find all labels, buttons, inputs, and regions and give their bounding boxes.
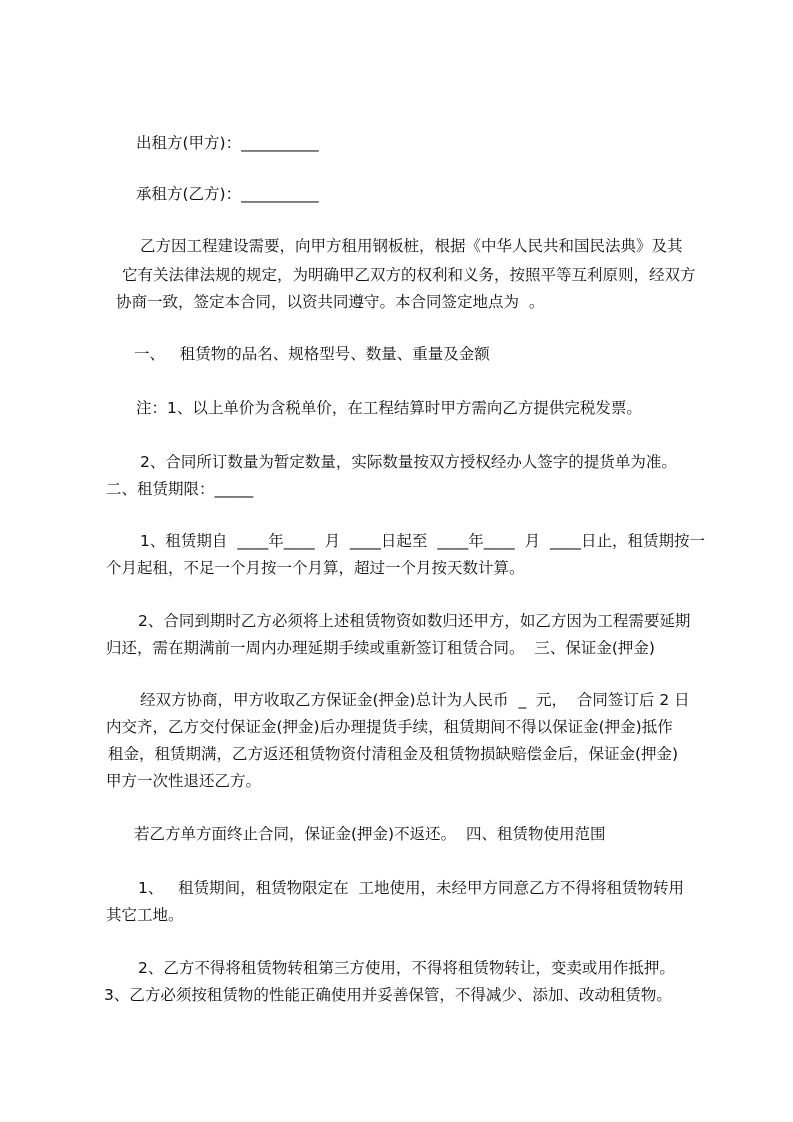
- term-line-2: 个月起租，不足一个月按一个月算，超过一个月按天数计算。: [106, 559, 525, 577]
- deposit-line-3: 租金，租赁期满，乙方返还租赁物资付清租金及租赁物损缺赔偿金后，保证金(押金): [108, 745, 679, 763]
- deposit-line-1: 经双方协商，甲方收取乙方保证金(押金)总计为人民币 _ 元， 合同签订后 2 日: [140, 691, 690, 709]
- intro-line-3: 协商一致，签定本合同，以资共同遵守。本合同签定地点为 。: [116, 293, 545, 311]
- note-2: 2、合同所订数量为暂定数量，实际数量按双方授权经办人签字的提货单为准。: [140, 453, 677, 471]
- intro-line-1: 乙方因工程建设需要，向甲方租用钢板桩，根据《中华人民共和国民法典》及其: [140, 237, 683, 255]
- usage-2-line: 2、乙方不得将租赁物转租第三方使用，不得将租赁物转让，变卖或用作抵押。: [138, 959, 675, 977]
- deposit-line-2: 内交齐，乙方交付保证金(押金)后办理提货手续，租赁期间不得以保证金(押金)抵作: [106, 718, 673, 736]
- section-1-title: 一、 租赁物的品名、规格型号、数量、重量及金额: [134, 345, 490, 363]
- note-1: 注：1、以上单价为含税单价，在工程结算时甲方需向乙方提供完税发票。: [136, 399, 642, 417]
- lessee-line: 承租方(乙方)：__________: [136, 185, 319, 203]
- deposit-line-4: 甲方一次性退还乙方。: [106, 772, 262, 790]
- intro-line-2: 它有关法律法规的规定，为明确甲乙双方的权利和义务，按照平等互利原则，经双方: [122, 266, 696, 284]
- usage-1-line-1: 1、 租赁期间，租赁物限定在 工地使用，未经甲方同意乙方不得将租赁物转用: [138, 879, 684, 897]
- termination-line: 若乙方单方面终止合同，保证金(押金)不返还。 四、租赁物使用范围: [134, 825, 606, 843]
- return-line-2: 归还，需在期满前一周内办理延期手续或重新签订租赁合同。 三、保证金(押金): [106, 639, 655, 657]
- lessor-line: 出租方(甲方)：__________: [136, 134, 319, 152]
- usage-3-line: 3、乙方必须按租赁物的性能正确使用并妥善保管，不得减少、添加、改动租赁物。: [104, 986, 672, 1004]
- section-2-title: 二、租赁期限：_____: [106, 480, 254, 498]
- usage-1-line-2: 其它工地。: [106, 906, 184, 924]
- term-line-1: 1、租赁期自 ____年____ 月 ____日起至 ____年____ 月 ____日止，租赁期按一: [140, 532, 705, 550]
- return-line-1: 2、合同到期时乙方必须将上述租赁物资如数归还甲方，如乙方因为工程需要延期: [138, 612, 691, 630]
